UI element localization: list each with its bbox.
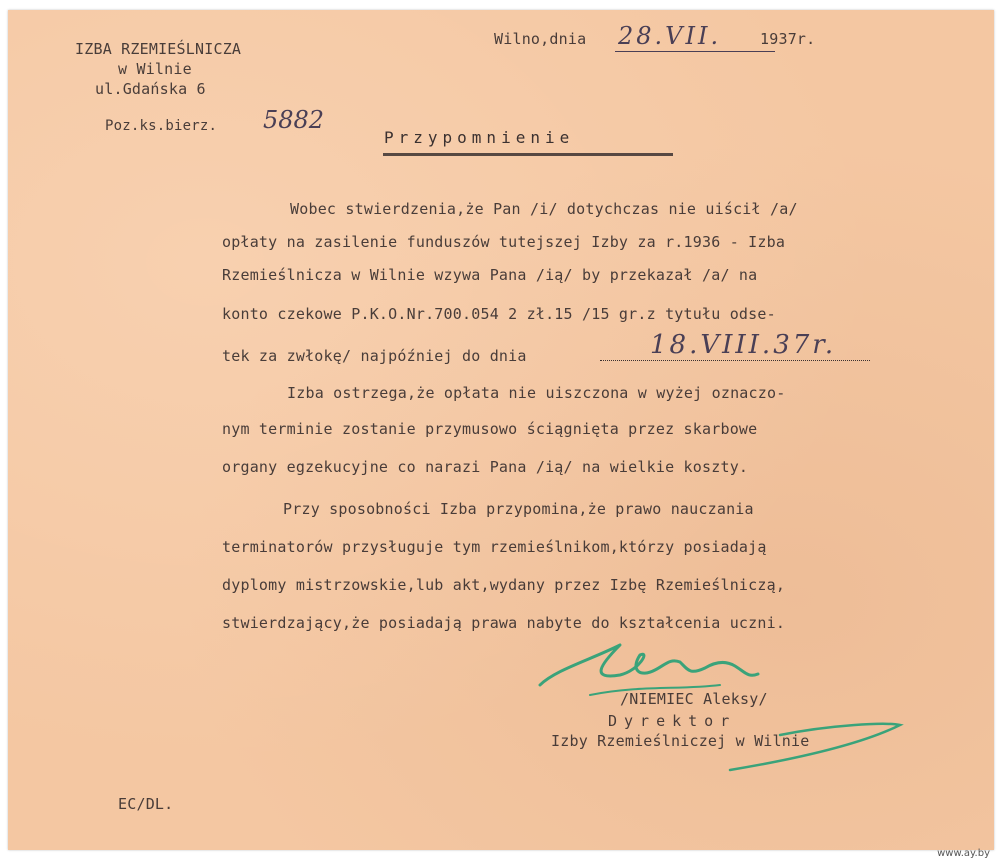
body-line: nym terminie zostanie przymusowo ściągnięta przez skarbowe bbox=[222, 420, 758, 438]
signature-scribble bbox=[530, 630, 920, 790]
ref-label: Poz.ks.bierz. bbox=[105, 118, 218, 134]
place-date-prefix: Wilno,dnia bbox=[494, 30, 587, 48]
body-line: opłaty na zasilenie funduszów tutejszej Izby za r.1936 - Izba bbox=[222, 233, 786, 251]
org-name: IZBA RZEMIEŚLNICZA bbox=[75, 40, 242, 58]
year-suffix: 1937r. bbox=[760, 30, 816, 48]
title-underline bbox=[383, 153, 673, 156]
body-line: terminatorów przysługuje tym rzemieślnikom,którzy posiadają bbox=[222, 538, 767, 556]
signer-name: /NIEMIEC Aleksy/ bbox=[620, 690, 768, 708]
body-line: organy egzekucyjne co narazi Pana /ią/ na wielkie koszty. bbox=[222, 458, 749, 476]
signer-organization: Izby Rzemieślniczej w Wilnie bbox=[551, 732, 810, 750]
body-line: Rzemieślnicza w Wilnie wzywa Pana /ią/ by przekazał /a/ na bbox=[222, 266, 758, 284]
org-address: ul.Gdańska 6 bbox=[95, 80, 206, 98]
date-underline bbox=[615, 50, 775, 52]
deadline-handwritten: 18.VIII.37r. bbox=[650, 330, 837, 360]
body-line: Wobec stwierdzenia,że Pan /i/ dotychczas nie uiścił /a/ bbox=[290, 200, 798, 218]
signer-role: Dyrektor bbox=[608, 712, 737, 730]
body-line: tek za zwłokę/ najpóźniej do dnia bbox=[222, 347, 527, 365]
body-line: stwierdzający,że posiadają prawa nabyte do kształcenia uczni. bbox=[222, 614, 786, 632]
body-line: Przy sposobności Izba przypomina,że prawo nauczania bbox=[283, 500, 754, 518]
footer-initials: EC/DL. bbox=[118, 795, 174, 813]
source-watermark: www.ay.by bbox=[937, 848, 990, 859]
org-city: w Wilnie bbox=[118, 60, 192, 78]
body-line: konto czekowe P.K.O.Nr.700.054 2 zł.15 /15 gr.z tytułu odse- bbox=[222, 305, 776, 323]
date-handwritten: 28.VII. bbox=[618, 22, 722, 50]
body-line: Izba ostrzega,że opłata nie uiszczona w wyżej oznaczo- bbox=[287, 384, 786, 402]
body-line: dyplomy mistrzowskie,lub akt,wydany przez Izbę Rzemieślniczą, bbox=[222, 576, 786, 594]
document-title: Przypomnienie bbox=[384, 128, 575, 147]
ref-number: 5882 bbox=[263, 106, 325, 134]
deadline-underline bbox=[600, 359, 870, 361]
